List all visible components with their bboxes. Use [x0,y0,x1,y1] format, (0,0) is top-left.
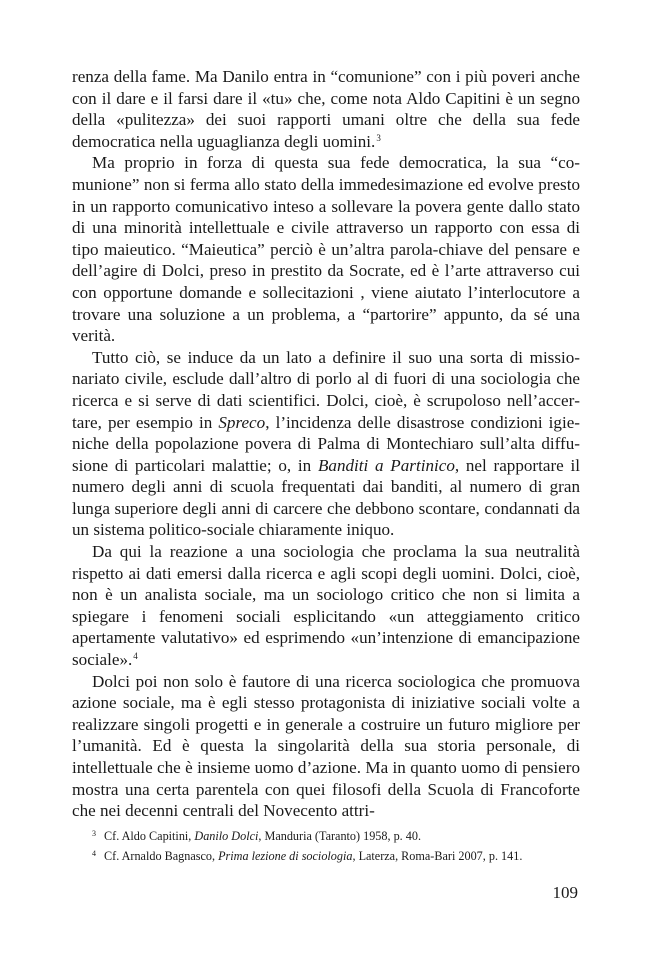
footnote-text-after: , Manduria (Taranto) 1958, p. 40. [258,829,422,843]
book-title: Spreco [218,412,266,432]
paragraph-2-text: Ma proprio in forza di questa sua fede democratica, la sua “comunione” non si ferma allo stato della immedesimazione ed evolve presto in un rapporto comunicativo inteso a sollevare la povera gente dallo stato di una minorità intellettuale e civile attraverso un rapporto con essa di tipo maieutico. “Maieutica” perciò è un’altra parola-chiave del pensare e dell’agire di Dolci, preso in prestito da Socrate, ed è l’arte attraverso cui con opportune domande e sollecitazioni , viene aiutato l’interlocutore a trovare una soluzione a un problema, a “partorire” appunto, da sé una verità. [72,153,580,346]
paragraph-1 [72,66,580,152]
paragraph-4 [72,541,580,671]
footnote-title: Prima lezione di sociologia [218,849,353,863]
footnote-4 [92,846,580,866]
footnotes [92,826,580,866]
paragraph-3 [72,347,580,541]
paragraph-5 [72,671,580,822]
footnote-number: 3 [92,829,96,838]
page-number: 109 [552,883,578,902]
paragraph-4-text: Da qui la reazione a una sociologia che proclama la sua neutralità rispetto ai dati emersi dalla ricerca e agli scopi degli uomini. Dolci, cioè, non è un analista sociale, ma un sociologo critico che non si limita a spiegare i fenomeni sociali esplicitando «un atteggiamento critico apertamente valutativo» ed esprimendo «un’intenzione di emancipazione sociale». [72,542,580,670]
page-content [72,66,580,822]
footnote-number: 4 [92,849,96,858]
body-text [72,66,580,822]
footnote-text-before: Cf. Aldo Capitini, [104,829,195,843]
footnote-title: Danilo Dolci [194,829,259,843]
paragraph-5-text: Dolci poi non solo è fautore di una ricerca sociologica che promuova azione sociale, ma è egli stesso protagonista di iniziative sociali volte a realizzare singoli progetti e in generale a costruire un futuro migliore per l’umanità. Ed è questa la singolarità della sua storia personale, di intellettuale che è insieme uomo d’azione. Ma in quanto uomo di pensiero mostra una certa parentela con quei filosofi della Scuola di Francoforte che nei decenni centrali del Novecento attri- [72,671,580,821]
footnote-text-after: , Laterza, Roma-Bari 2007, p. 141. [352,849,523,863]
paragraph-2 [72,152,580,346]
paragraph-3-text: Tutto ciò, se induce da un lato a definire il suo una sorta di missionariato civile, esclude dall’altro di porlo al di fuori di una sociologia che ricerca e si serve di dati scientifici. Dolci, cioè, è scrupoloso nell’accertare, per esempio in Spreco, l’incidenza delle disastrose condizioni igieniche della popolazione povera di Palma di Montechiaro sull’alta diffusione di particolari malattie; o, in Banditi a Partinico, nel rapportare il numero degli anni di scuola frequentati dai banditi, al numero di gran lunga superiore degli anni di carcere che debbono scontare, condannati da un sistema politico-sociale chiaramente iniquo. [72,347,580,540]
paragraph-1-text: renza della fame. Ma Danilo entra in “comunione” con i più poveri anche con il dare e il farsi dare il «tu» che, come nota Aldo Capitini è un segno della «pulitezza» dei suoi rapporti umani oltre che della sua fede democratica nella uguaglianza degli uomini. [72,67,580,151]
footnote-ref-4: 4 [133,651,138,662]
footnote-ref-3: 3 [376,132,381,143]
footnote-3 [92,826,580,846]
book-title: Banditi a Partinico [317,455,455,475]
footnote-text-before: Cf. Arnaldo Bagnasco, [104,849,219,863]
